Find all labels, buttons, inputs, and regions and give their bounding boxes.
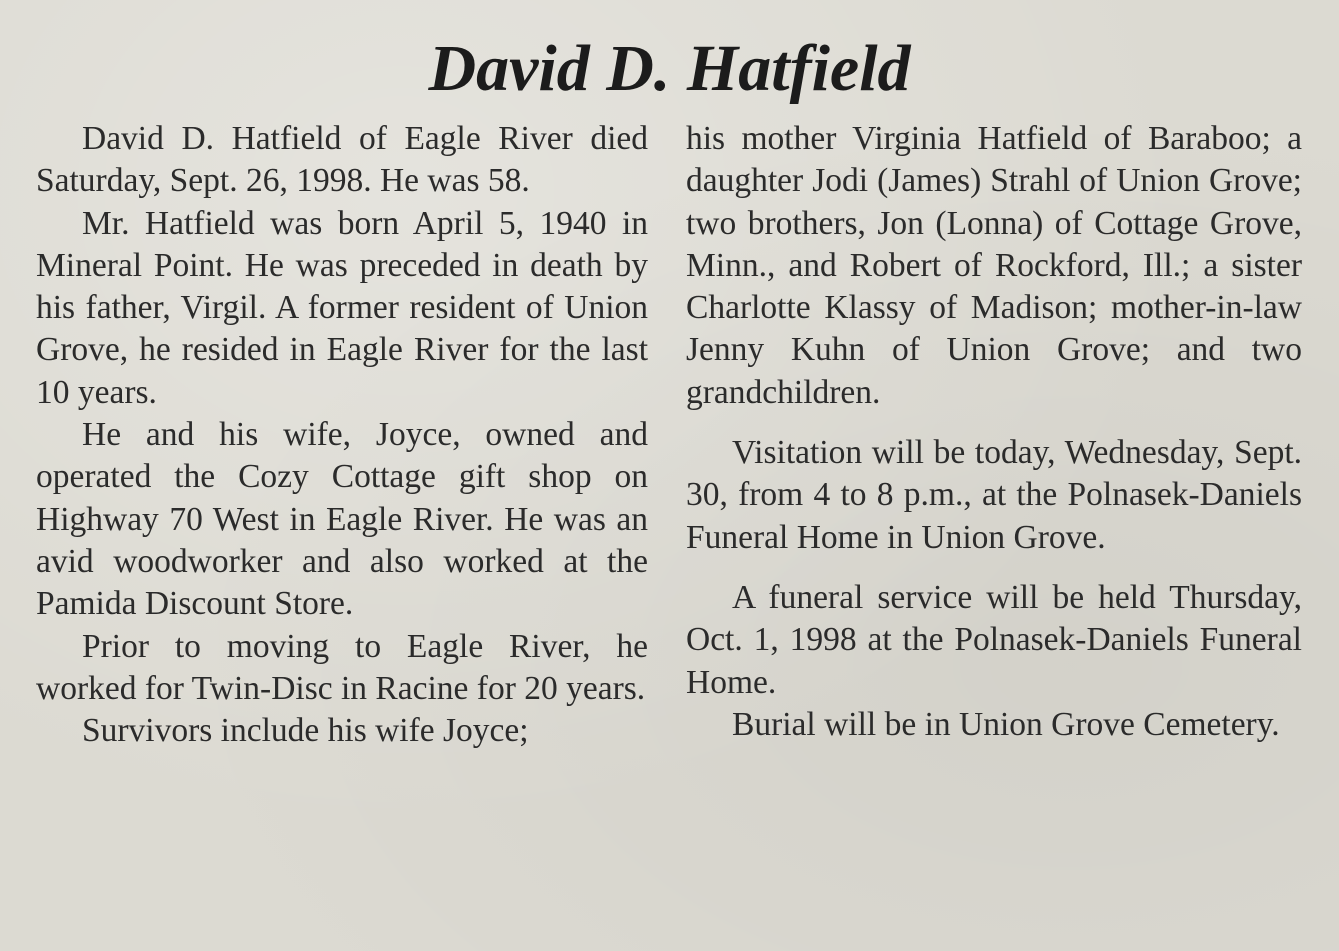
paragraph-funeral-service: A funeral service will be held Thursday, Oct. 1, 1998 at the Polnasek-Daniels Funeral Home. bbox=[686, 578, 1302, 701]
paragraph-visitation: Visitation will be today, Wednesday, Sept. 30, from 4 to 8 p.m., at the Polnasek-Daniels Funeral Home in Union Grove. bbox=[686, 434, 1302, 556]
left-column bbox=[36, 118, 648, 752]
paragraph-death-notice: David D. Hatfield of Eagle River died Saturday, Sept. 26, 1998. He was 58. bbox=[36, 120, 648, 200]
paragraph-biography: Mr. Hatfield was born April 5, 1940 in Mineral Point. He was preceded in death by his father, Virgil. A former resident of Union Grove, he resided in Eagle River for the last 10 years. bbox=[36, 204, 648, 411]
paragraph-burial: Burial will be in Union Grove Cemetery. bbox=[732, 705, 1280, 743]
paragraph-survivors-start: Survivors include his wife Joyce; bbox=[82, 712, 529, 750]
obituary-headline: David D. Hatfield bbox=[428, 32, 911, 105]
paragraph-survivors-continued: his mother Virginia Hatfield of Baraboo; a daughter Jodi (James) Strahl of Union Grove; two brothers, Jon (Lonna) of Cottage Grove, Minn., and Robert of Rockford, Ill.; a sister Charlotte Klassy of Madison; mother-in-law Jenny Kuhn of Union Grove; and two grandchildren. bbox=[686, 120, 1302, 411]
paragraph-prior-work: Prior to moving to Eagle River, he worked for Twin-Disc in Racine for 20 years. bbox=[36, 627, 648, 707]
right-column bbox=[686, 118, 1302, 746]
paragraph-business: He and his wife, Joyce, owned and operated the Cozy Cottage gift shop on Highway 70 West in Eagle River. He was an avid woodworker and also worked at the Pamida Discount Store. bbox=[36, 416, 648, 623]
